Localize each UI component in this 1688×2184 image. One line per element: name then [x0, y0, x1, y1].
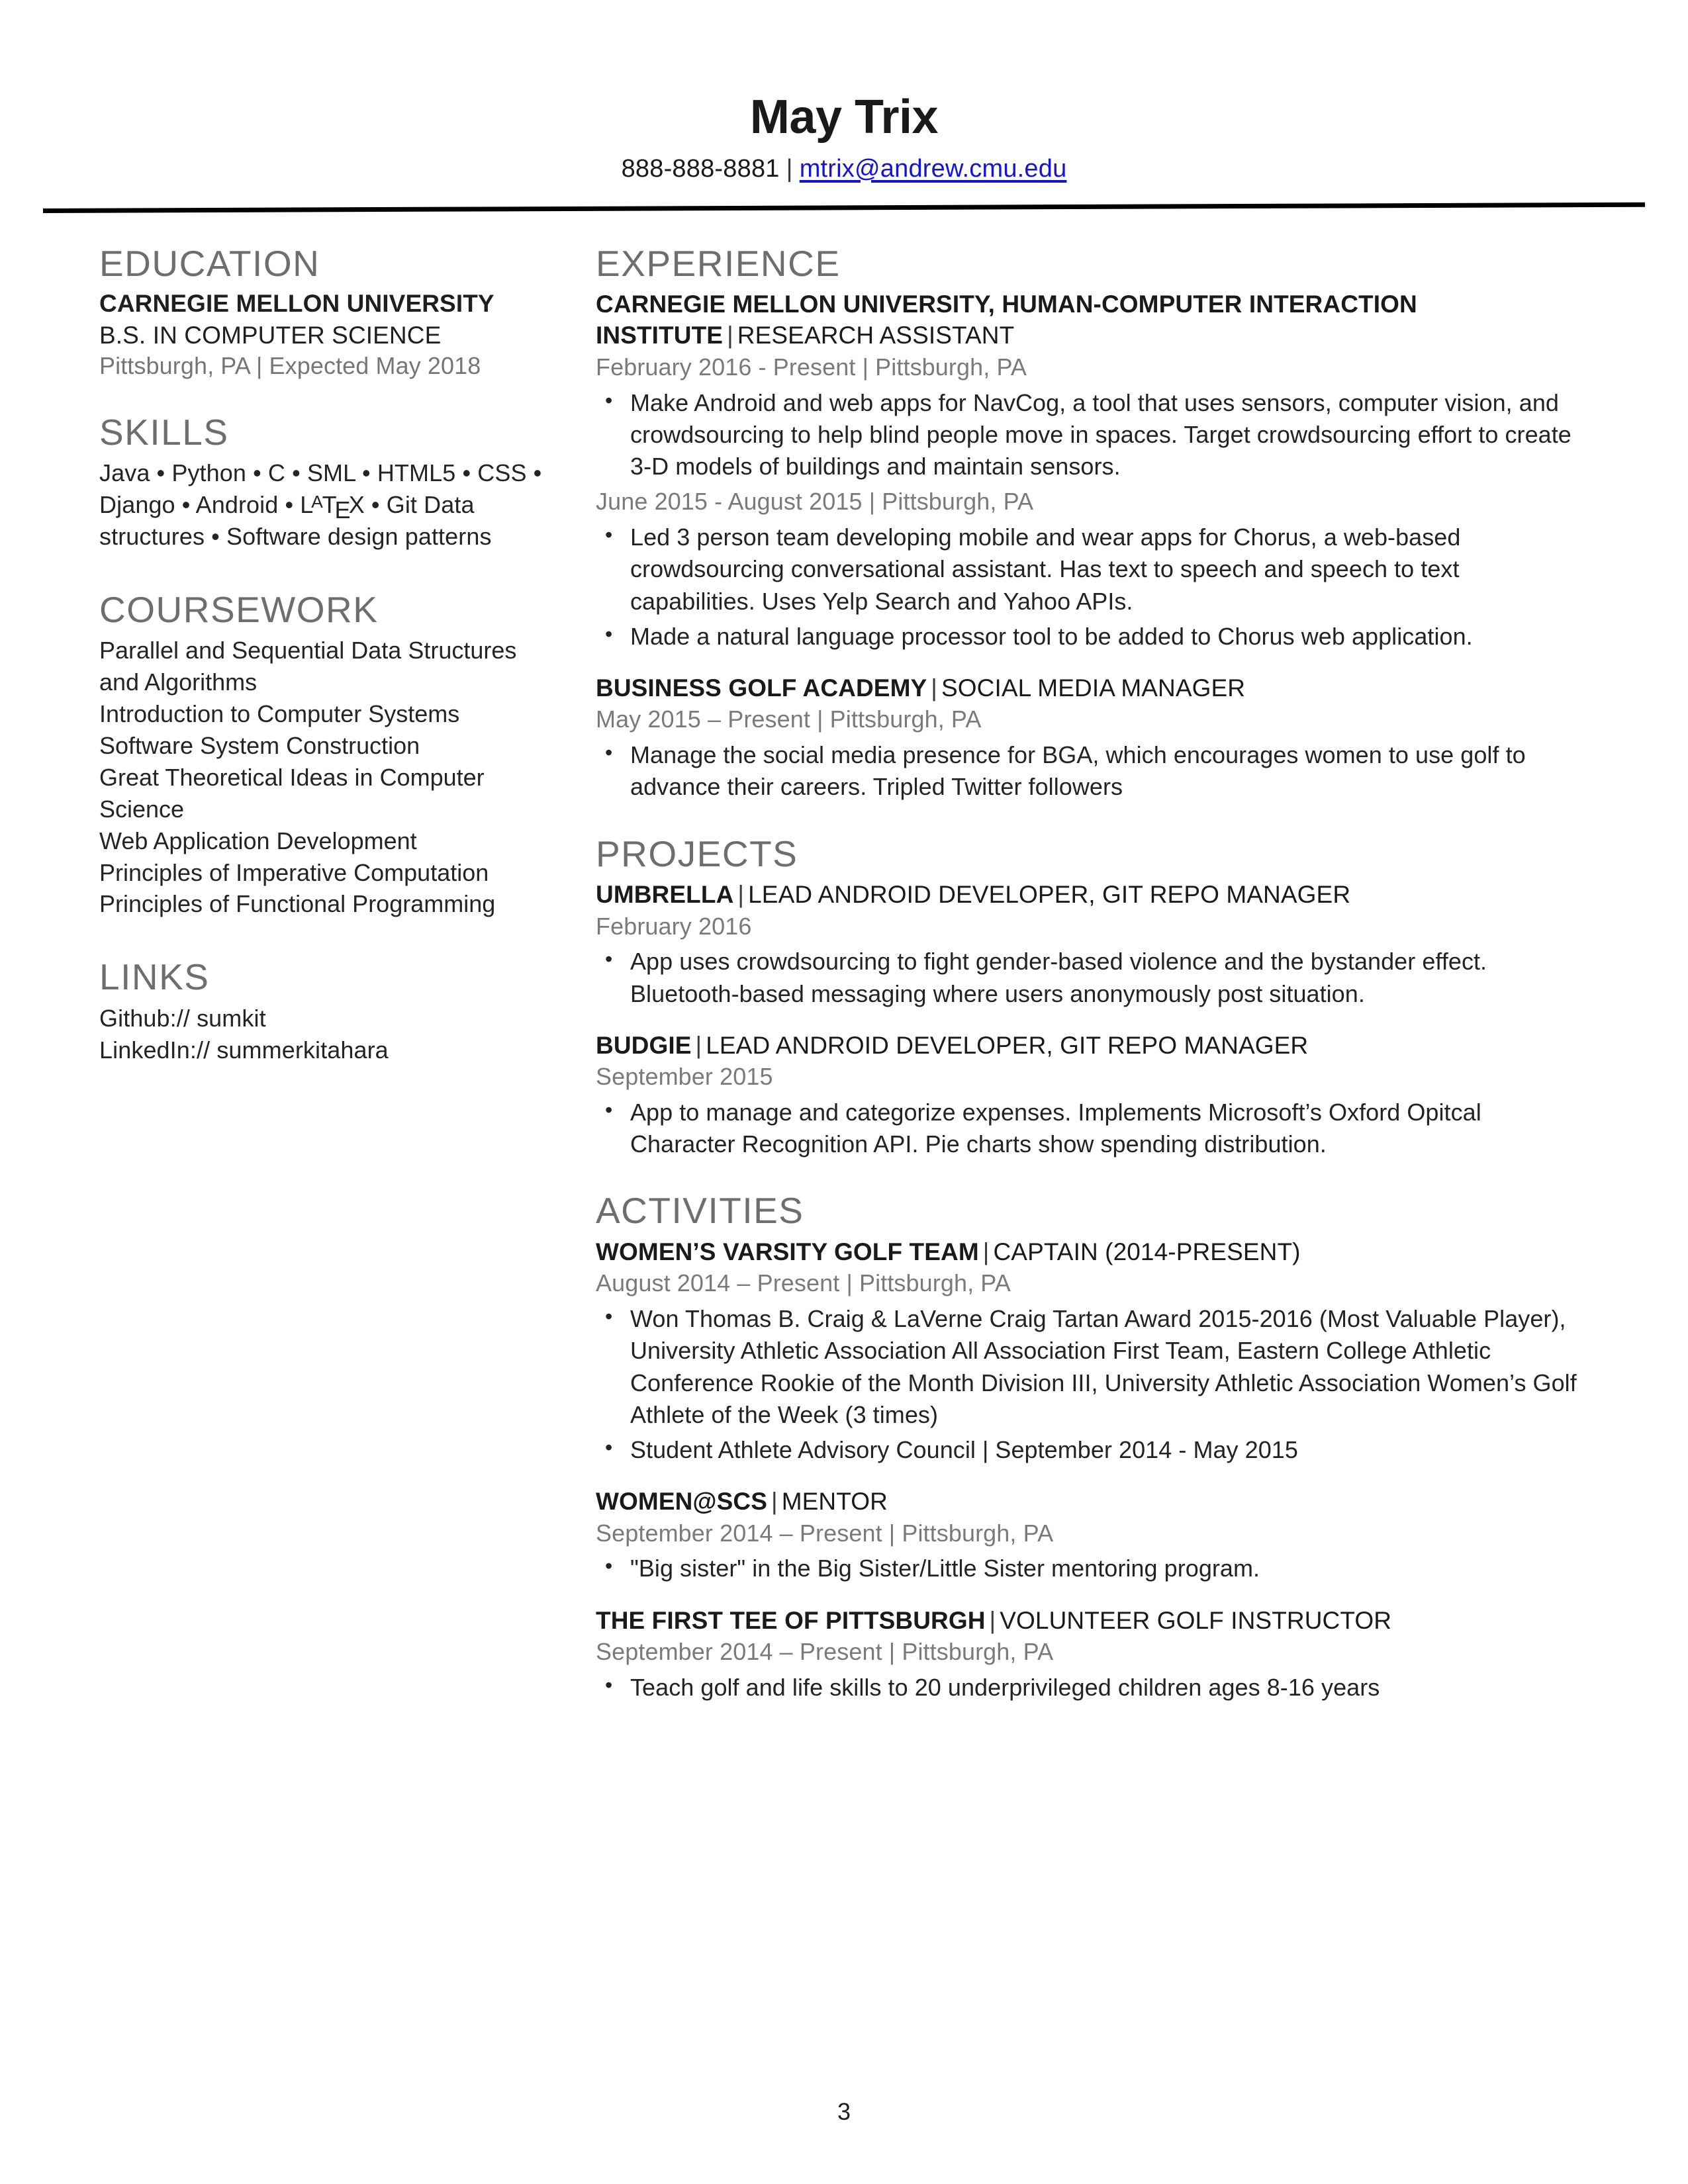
list-item: • Led 3 person team developing mobile and wear apps for Chorus, a web-based crowdsourcing conversational assistant. Has text to speech and speech to text capabilities. Uses Yelp Search and Yahoo APIs.	[596, 522, 1589, 617]
section-activities	[596, 1191, 1589, 1704]
title-separator: |	[989, 1606, 996, 1634]
resume-body	[0, 213, 1688, 1707]
section-heading-skills: SKILLS	[99, 411, 229, 453]
activity-org: WOMEN@SCS	[596, 1488, 767, 1516]
section-coursework	[99, 590, 543, 920]
project-entry	[596, 879, 1589, 1010]
activity-role: MENTOR	[781, 1488, 888, 1516]
experience-meta: June 2015 - August 2015 | Pittsburgh, PA	[596, 488, 1034, 516]
experience-entry	[596, 486, 1589, 653]
activity-meta: September 2014 – Present | Pittsburgh, PA	[596, 1638, 1054, 1665]
skills-text-after: • Git Data structures • Software design patterns	[99, 491, 492, 551]
title-separator: |	[771, 1488, 778, 1516]
title-separator: |	[737, 881, 745, 909]
project-meta: February 2016	[596, 912, 752, 940]
header-divider	[43, 202, 1645, 212]
experience-entry	[596, 672, 1589, 803]
list-item: • Made a natural language processor tool to be added to Chorus web application.	[596, 621, 1589, 653]
section-heading-education: EDUCATION	[99, 242, 320, 284]
activity-meta: September 2014 – Present | Pittsburgh, PA	[596, 1519, 1054, 1547]
section-skills	[99, 412, 543, 553]
page-number: 3	[837, 2098, 851, 2125]
section-experience	[596, 244, 1589, 803]
left-column	[99, 244, 556, 1066]
activity-org: THE FIRST TEE OF PITTSBURGH	[596, 1606, 986, 1634]
link-github[interactable]: Github:// sumkit	[99, 1004, 266, 1032]
list-item: • Teach golf and life skills to 20 underprivileged children ages 8-16 years	[596, 1672, 1589, 1704]
resume-header	[0, 0, 1688, 213]
list-item: • App uses crowdsourcing to fight gender-based violence and the bystander effect. Bluetooth-based messaging where users anonymously post situation.	[596, 946, 1589, 1009]
project-entry	[596, 1030, 1589, 1161]
activity-entry	[596, 1236, 1589, 1466]
phone-number: 888-888-8881	[621, 154, 780, 183]
experience-org: BUSINESS GOLF ACADEMY	[596, 674, 927, 702]
experience-role: RESEARCH ASSISTANT	[737, 322, 1015, 349]
contact-separator: |	[786, 154, 793, 183]
list-item: • App to manage and categorize expenses. Implements Microsoft’s Oxford Opitcal Character Recognition API. Pie charts show spending distribution.	[596, 1097, 1589, 1160]
education-meta: Pittsburgh, PA | Expected May 2018	[99, 352, 481, 380]
coursework-list	[99, 635, 543, 920]
section-heading-activities: ACTIVITIES	[596, 1190, 804, 1232]
project-bullets	[596, 946, 1589, 1009]
section-heading-links: LINKS	[99, 956, 210, 998]
section-links	[99, 957, 543, 1066]
title-separator: |	[931, 674, 937, 702]
activity-entry-title	[596, 1236, 1589, 1267]
experience-meta: February 2016 - Present | Pittsburgh, PA	[596, 353, 1027, 381]
link-linkedin[interactable]: LinkedIn:// summerkitahara	[99, 1036, 389, 1064]
activity-entry	[596, 1486, 1589, 1584]
activity-role: VOLUNTEER GOLF INSTRUCTOR	[1000, 1606, 1392, 1634]
skills-list	[99, 457, 543, 553]
list-item: Principles of Imperative Computation	[99, 858, 489, 886]
experience-org: CARNEGIE MELLON UNIVERSITY, HUMAN-COMPUTER INTERACTION INSTITUTE	[596, 291, 1417, 349]
skills-text-before: Java • Python • C • SML • HTML5 • CSS • Django • Android •	[99, 459, 542, 519]
experience-bullets	[596, 739, 1589, 803]
email-link[interactable]: mtrix@andrew.cmu.edu	[799, 154, 1067, 183]
list-item: • "Big sister" in the Big Sister/Little Sister mentoring program.	[596, 1553, 1589, 1584]
title-separator: |	[727, 322, 733, 349]
list-item: Web Application Development	[99, 827, 417, 854]
list-item: • Student Athlete Advisory Council | September 2014 - May 2015	[596, 1434, 1589, 1466]
activity-entry-title	[596, 1486, 1589, 1517]
section-education	[99, 244, 543, 382]
title-separator: |	[695, 1031, 702, 1059]
experience-entry-title	[596, 289, 1589, 351]
project-entry-title	[596, 1030, 1589, 1061]
section-heading-projects: PROJECTS	[596, 833, 798, 874]
list-item: • Won Thomas B. Craig & LaVerne Craig Tartan Award 2015-2016 (Most Valuable Player), University Athletic Association All Association First Team, Eastern College Athletic Conference Rookie of the Month Division III, University Athletic Association Women’s Golf Athlete of the Week (3 times)	[596, 1303, 1589, 1431]
project-role: LEAD ANDROID DEVELOPER, GIT REPO MANAGER	[748, 881, 1351, 909]
right-column	[556, 244, 1589, 1707]
education-degree: B.S. IN COMPUTER SCIENCE	[99, 321, 442, 349]
page-title: May Trix	[749, 91, 939, 144]
experience-entry	[596, 289, 1589, 482]
list-item: • Make Android and web apps for NavCog, a tool that uses sensors, computer vision, and crowdsourcing to help blind people move in spaces. Target crowdsourcing effort to create 3-D models of buildings and maintain sensors.	[596, 387, 1589, 483]
section-projects	[596, 834, 1589, 1161]
experience-entry-title	[596, 672, 1589, 704]
project-entry-title	[596, 879, 1589, 910]
activity-bullets	[596, 1672, 1589, 1704]
activity-meta: August 2014 – Present | Pittsburgh, PA	[596, 1269, 1011, 1297]
experience-meta: May 2015 – Present | Pittsburgh, PA	[596, 705, 982, 733]
section-heading-coursework: COURSEWORK	[99, 588, 379, 630]
section-heading-experience: EXPERIENCE	[596, 242, 841, 284]
activity-bullets	[596, 1553, 1589, 1584]
project-role: LEAD ANDROID DEVELOPER, GIT REPO MANAGER	[706, 1031, 1309, 1059]
experience-bullets	[596, 387, 1589, 483]
list-item: Software System Construction	[99, 732, 420, 760]
activity-org: WOMEN’S VARSITY GOLF TEAM	[596, 1238, 979, 1265]
education-school: CARNEGIE MELLON UNIVERSITY	[99, 290, 494, 318]
project-name: UMBRELLA	[596, 881, 734, 909]
activity-bullets	[596, 1303, 1589, 1466]
list-item: Great Theoretical Ideas in Computer Science	[99, 763, 485, 823]
project-bullets	[596, 1097, 1589, 1160]
latex-logo: $L^ATEX$	[300, 491, 365, 524]
experience-role: SOCIAL MEDIA MANAGER	[941, 674, 1246, 702]
activity-role: CAPTAIN (2014-PRESENT)	[993, 1238, 1301, 1265]
project-name: BUDGIE	[596, 1031, 692, 1059]
activity-entry-title	[596, 1605, 1589, 1636]
list-item: Introduction to Computer Systems	[99, 700, 460, 728]
list-item: • Manage the social media presence for BGA, which encourages women to use golf to advance their careers. Tripled Twitter followers	[596, 739, 1589, 803]
list-item: Parallel and Sequential Data Structures and Algorithms	[99, 637, 517, 696]
experience-bullets	[596, 522, 1589, 653]
contact-line	[0, 155, 1688, 183]
project-meta: September 2015	[596, 1063, 773, 1091]
activity-entry	[596, 1605, 1589, 1704]
title-separator: |	[982, 1238, 990, 1265]
list-item: Principles of Functional Programming	[99, 890, 496, 918]
